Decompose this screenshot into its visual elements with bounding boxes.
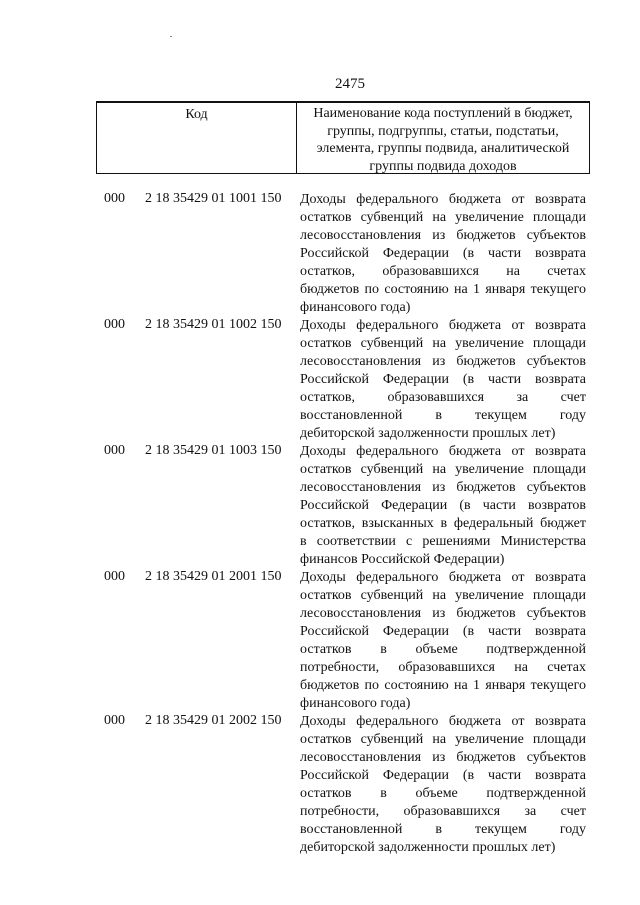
income-description	[300, 569, 586, 713]
page-number: 2475	[335, 76, 365, 92]
description-line: лесовосстановления из бюджетов субъектов	[300, 354, 586, 369]
table-row	[0, 713, 640, 857]
description-line: Доходы федерального бюджета от возврата	[300, 444, 586, 459]
description-line: восстановленной в текущем году	[300, 822, 586, 837]
description-line: Российской Федерации (в части возврата	[300, 768, 586, 783]
description-line: остатков субвенций на увеличение площади	[300, 210, 586, 225]
description-line: остатков субвенций на увеличение площади	[300, 732, 586, 747]
admin-code: 000	[104, 443, 125, 458]
description-line: Доходы федерального бюджета от возврата	[300, 570, 586, 585]
description-line: Российской Федерации (в части возврата	[300, 624, 586, 639]
table-row	[0, 317, 640, 443]
description-line: Доходы федерального бюджета от возврата	[300, 318, 586, 333]
header-name-label: Наименование кода поступлений в бюджет, группы, подгруппы, статьи, подстатьи, элемента, группы подвида, аналитической группы подвида доходов	[313, 106, 573, 174]
admin-code: 000	[104, 713, 125, 728]
income-code: 2 18 35429 01 1003 150	[145, 443, 282, 458]
description-line: в соответствии с решениями Министерства	[300, 534, 586, 549]
scan-speck	[170, 36, 172, 37]
description-line: остатков, взысканных в федеральный бюджет	[300, 516, 586, 531]
description-line: Доходы федерального бюджета от возврата	[300, 714, 586, 729]
table-row	[0, 443, 640, 569]
description-line: восстановленной в текущем году	[300, 408, 586, 423]
description-line: остатков субвенций на увеличение площади	[300, 588, 586, 603]
income-code: 2 18 35429 01 2002 150	[145, 713, 282, 728]
description-line: потребности, образовавшихся на счетах	[300, 660, 586, 675]
header-code-label: Код	[97, 103, 297, 173]
description-line: остатков субвенций на увеличение площади	[300, 462, 586, 477]
description-line: остатков субвенций на увеличение площади	[300, 336, 586, 351]
description-line: финансов Российской Федерации)	[300, 552, 505, 567]
income-description	[300, 443, 586, 569]
description-line: остатков в объеме подтвержденной	[300, 786, 586, 801]
description-line: потребности, образовавшихся за счет	[300, 804, 586, 819]
description-line: лесовосстановления из бюджетов субъектов	[300, 606, 586, 621]
description-line: лесовосстановления из бюджетов субъектов	[300, 750, 586, 765]
table-header	[96, 101, 590, 174]
income-code-list	[0, 191, 640, 857]
income-code: 2 18 35429 01 2001 150	[145, 569, 282, 584]
description-line: Доходы федерального бюджета от возврата	[300, 192, 586, 207]
description-line: остатков в объеме подтвержденной	[300, 642, 586, 657]
description-line: остатков, образовавшихся на счетах	[300, 264, 586, 279]
description-line: лесовосстановления из бюджетов субъектов	[300, 480, 586, 495]
table-row	[0, 569, 640, 713]
income-description	[300, 317, 586, 443]
description-line: дебиторской задолженности прошлых лет)	[300, 840, 556, 855]
description-line: Российской Федерации (в части возвратов	[300, 498, 586, 513]
income-code: 2 18 35429 01 1001 150	[145, 191, 282, 206]
description-line: бюджетов по состоянию на 1 января текущего	[300, 678, 586, 693]
income-code: 2 18 35429 01 1002 150	[145, 317, 282, 332]
income-description	[300, 713, 586, 857]
admin-code: 000	[104, 569, 125, 584]
description-line: дебиторской задолженности прошлых лет)	[300, 426, 556, 441]
description-line: лесовосстановления из бюджетов субъектов	[300, 228, 586, 243]
admin-code: 000	[104, 191, 125, 206]
description-line: бюджетов по состоянию на 1 января текущего	[300, 282, 586, 297]
admin-code: 000	[104, 317, 125, 332]
description-line: финансового года)	[300, 300, 411, 315]
table-row	[0, 191, 640, 317]
description-line: финансового года)	[300, 696, 411, 711]
description-line: Российской Федерации (в части возврата	[300, 372, 586, 387]
description-line: Российской Федерации (в части возврата	[300, 246, 586, 261]
description-line: остатков, образовавшихся за счет	[300, 390, 586, 405]
income-description	[300, 191, 586, 317]
